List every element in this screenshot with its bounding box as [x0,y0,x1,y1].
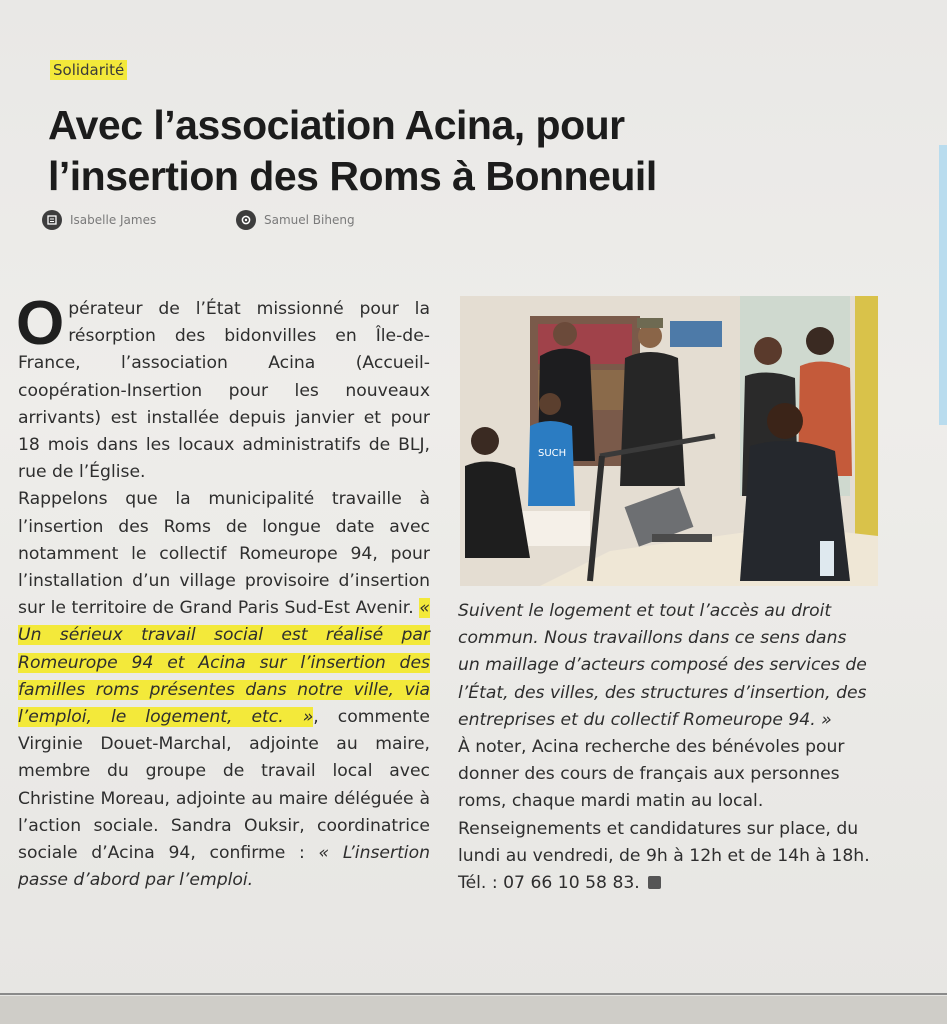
article-photo [460,296,878,586]
paragraph-main [18,486,430,894]
article-left-column [16,289,430,894]
section-tag: Solidarité [50,60,127,80]
headline: Avec l’association Acina, pour l’insertion des Roms à Bonneuil [48,102,657,199]
next-page-edge [0,996,947,1024]
volunteers-text: À noter, Acina recherche des bénévoles pour donner des cours de français aux personnes roms, chaque mardi matin au local. Renseignements et candidatures sur place, du lundi au vendredi, de 9h à 12h et de 14h à 18h. Tél. : 07 66 10 58 83. [458,737,870,894]
bottom-divider [0,993,947,995]
accent-strip [939,145,947,425]
drop-cap: O [16,289,65,358]
paragraph-intro-text: pérateur de l’État missionné pour la résorption des bidonvilles en Île-de-France, l’association Acina (Accueil-coopération-Insertion pour les nouveaux arrivants) est installée depuis janvier et pour 18 mois dans les locaux administratifs de BLJ, rue de l’Église. [18,299,430,483]
photographer-credit [236,210,355,230]
tshirt-text: SUCH [538,448,567,459]
author-credit [42,210,156,230]
end-mark-icon [648,876,661,889]
paragraph-main-start: Rappelons que la municipalité travaille à l’insertion des Roms de longue date avec notamment le collectif Romeurope 94, pour l’installation d’un village provisoire d’insertion sur le territoire de Grand Paris Sud-Est Avenir. [18,489,430,619]
author-name: Isabelle James [70,213,157,227]
quote-start: « L’insertion passe d’abord par l’emploi. [18,843,430,891]
paragraph-volunteers [458,734,870,897]
pen-icon [42,210,62,230]
paragraph-main-end: , commente Virginie Douet-Marchal, adjointe au maire, membre du groupe de travail local avec Christine Moreau, adjointe au maire déléguée à l’action sociale. Sandra Ouksir, coordinatrice sociale d’Acina 94, confirme : [18,707,430,864]
camera-icon [236,210,256,230]
photographer-name: Samuel Biheng [264,213,355,227]
paragraph-intro [16,289,430,486]
quote-continuation: Suivent le logement et tout l’accès au droit commun. Nous travaillons dans ce sens dans un maillage d’acteurs composé des services de l’État, des villes, des structures d’insertion, des entreprises et du collectif Romeurope 94. » [458,601,867,730]
article-right-column [458,598,870,897]
highlighted-quote: « Un sérieux travail social est réalisé par Romeurope 94 et Acina sur l’insertion des familles roms présentes dans notre ville, via l’emploi, le logement, etc. » [18,598,430,728]
